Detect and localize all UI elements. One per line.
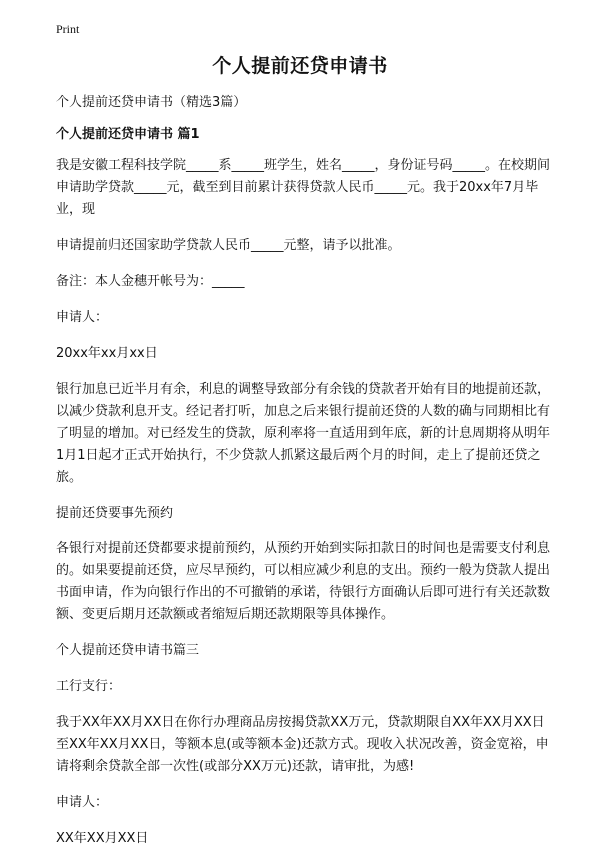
- addressee: 工行支行：: [56, 679, 122, 694]
- date-line: XX年XX月XX日: [56, 831, 149, 846]
- date-line: 20xx年xx月xx日: [56, 346, 158, 361]
- paragraph: 我于XX年XX月XX日在你行办理商品房按揭贷款XX万元，贷款期限自XX年XX月XX日至XX年XX月XX日，等额本息(或等额本金)还款方式。现收入状况改善，资金宽裕，申请将剩余贷款全部一次性(或部分XX万元)还款，请审批，为感!: [56, 715, 549, 774]
- document-subtitle: 个人提前还贷申请书（精选3篇）: [56, 95, 247, 110]
- applicant-label: 申请人：: [56, 310, 109, 325]
- section-heading-1: 个人提前还贷申请书 篇1: [56, 127, 200, 142]
- paragraph: 各银行对提前还贷都要求提前预约，从预约开始到实际扣款日的时间也是需要支付利息的。如果要提前还贷，应尽早预约，可以相应减少利息的支出。预约一般为贷款人提出书面申请，作为向银行作出的不可撤销的承诺，待银行方面确认后即可进行有关还款数额、变更后期月还款额或者缩短后期还款期限等具体操作。: [56, 541, 551, 622]
- paragraph: 备注：本人金穗开帐号为：_____: [56, 274, 245, 289]
- page-title: 个人提前还贷申请书: [212, 55, 388, 77]
- document-body: [56, 92, 550, 864]
- section-heading-3: 个人提前还贷申请书篇三: [56, 643, 200, 658]
- paragraph: 银行加息已近半月有余，利息的调整导致部分有余钱的贷款者开始有目的地提前还款，以减少贷款利息开支。经记者打听，加息之后来银行提前还贷的人数的确与同期相比有了明显的增加。对已经发生的贷款，原利率将一直适用到年底，新的计息周期将从明年1月1日起才正式开始执行，不少贷款人抓紧这最后两个月的时间，走上了提前还贷之旅。: [56, 382, 551, 485]
- subheading: 提前还贷要事先预约: [56, 506, 174, 521]
- print-link[interactable]: Print: [56, 22, 80, 36]
- applicant-label: 申请人：: [56, 795, 109, 810]
- paragraph: 申请提前归还国家助学贷款人民币_____元整，请予以批准。: [56, 238, 401, 253]
- paragraph: 我是安徽工程科技学院_____系_____班学生，姓名_____，身份证号码_____。在校期间申请助学贷款_____元，截至到目前累计获得贷款人民币_____元。我于20xx年7月毕业，现: [56, 158, 551, 217]
